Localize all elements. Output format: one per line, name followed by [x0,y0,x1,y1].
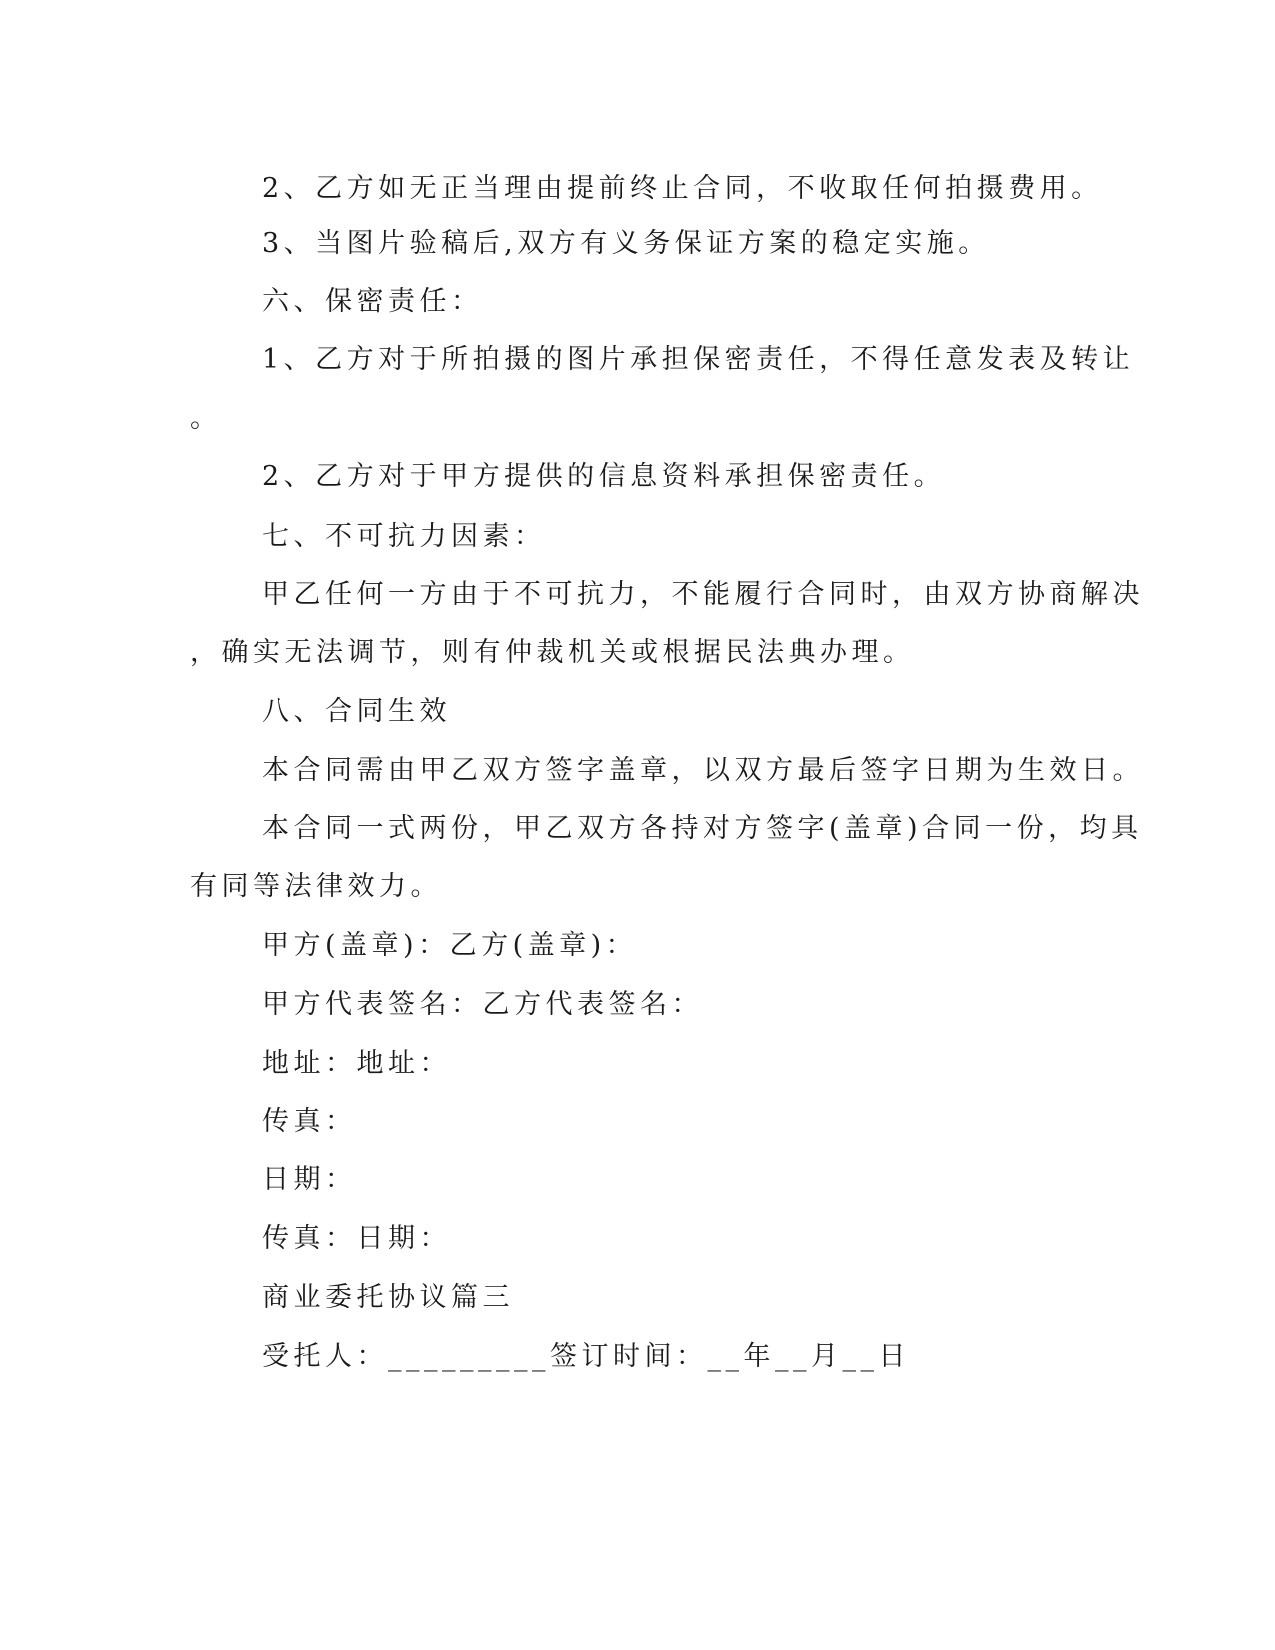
clause-5-2: 2、乙方如无正当理由提前终止合同，不收取任何拍摄费用。 [262,173,1103,204]
address-line: 地址：地址： [262,1048,451,1079]
section-8-heading: 八、合同生效 [262,696,451,727]
clause-8-effective: 本合同需由甲乙双方签字盖章，以双方最后签字日期为生效日。 [262,755,1144,786]
clause-8-copies-continued: 有同等法律效力。 [190,871,442,902]
fax-date-line: 传真：日期： [262,1223,451,1254]
agreement-part-3-title: 商业委托协议篇三 [262,1282,514,1313]
fax-line: 传真： [262,1106,357,1137]
seal-line: 甲方(盖章)：乙方(盖章)： [262,930,638,961]
section-6-heading: 六、保密责任： [262,286,483,317]
trustee-signing-line: 受托人：_________签订时间：__年__月__日 [262,1341,910,1372]
clause-6-1-continued: 。 [190,403,222,434]
clause-6-1: 1、乙方对于所拍摄的图片承担保密责任，不得任意发表及转让 [262,344,1135,375]
clause-7-paragraph: 甲乙任何一方由于不可抗力，不能履行合同时，由双方协商解决 [262,579,1144,610]
clause-8-copies: 本合同一式两份，甲乙双方各持对方签字(盖章)合同一份，均具 [262,813,1143,844]
section-7-heading: 七、不可抗力因素： [262,521,546,552]
clause-6-2: 2、乙方对于甲方提供的信息资料承担保密责任。 [262,461,946,492]
representative-signature-line: 甲方代表签名：乙方代表签名： [262,989,703,1020]
date-line: 日期： [262,1164,357,1195]
clause-5-3: 3、当图片验稿后,双方有义务保证方案的稳定实施。 [262,228,990,259]
clause-7-paragraph-continued: ，确实无法调节，则有仲裁机关或根据民法典办理。 [190,637,915,668]
